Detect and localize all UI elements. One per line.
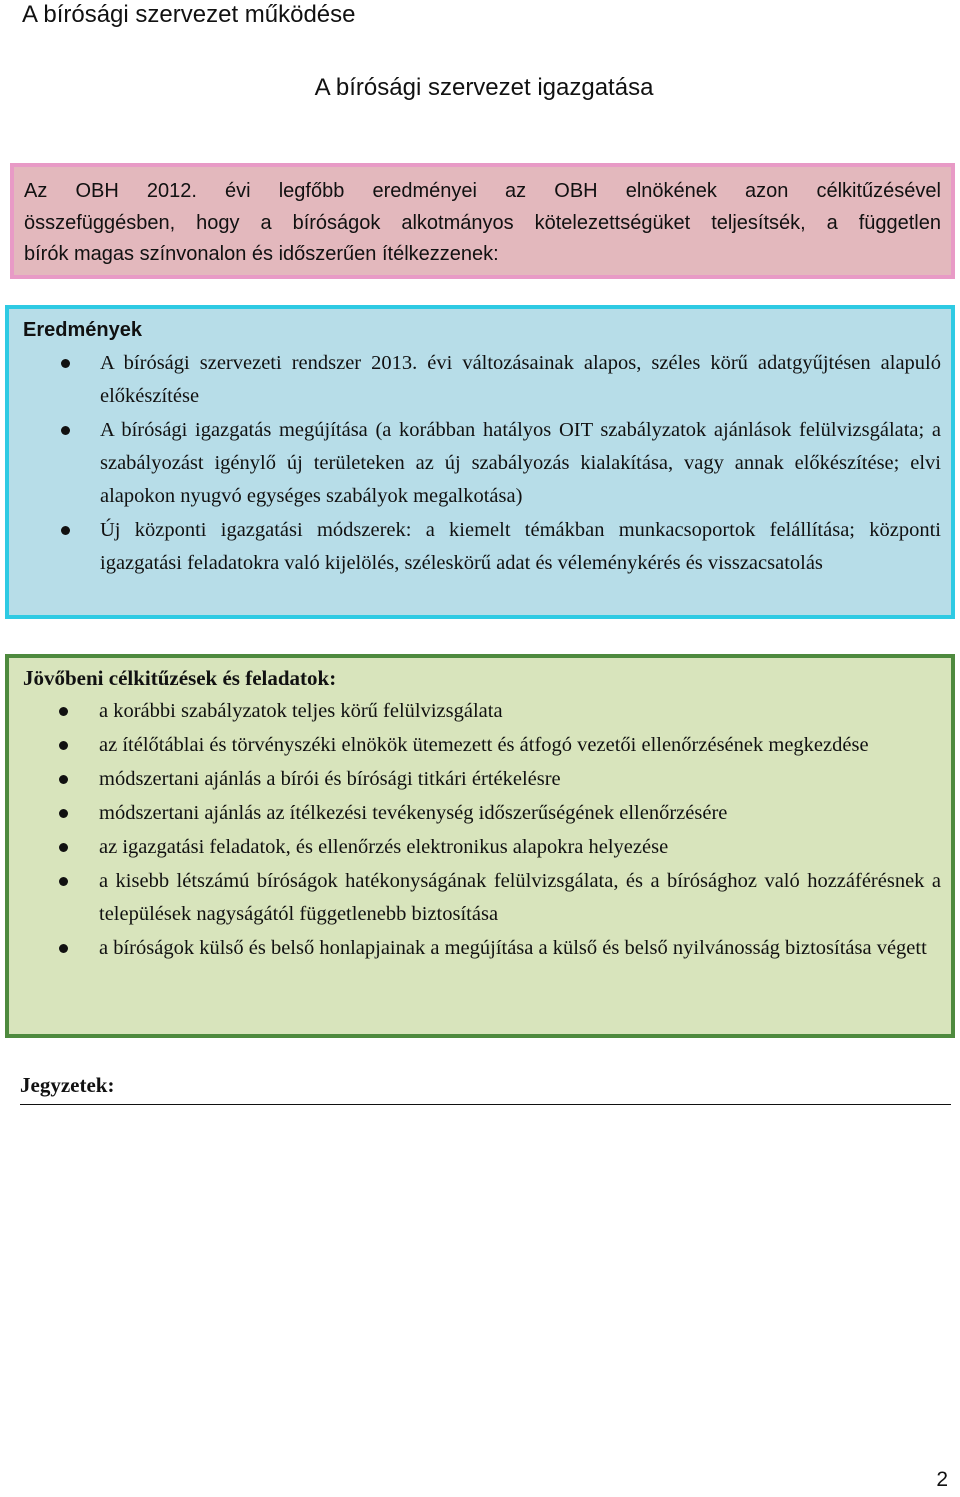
bullet-icon xyxy=(61,426,70,435)
list-item xyxy=(23,347,941,413)
bullet-icon xyxy=(59,809,68,818)
notes-heading: Jegyzetek: xyxy=(20,1073,115,1097)
list-item xyxy=(23,414,941,513)
list-item-text: módszertani ajánlás a bírói és bírósági titkári értékelésre xyxy=(99,768,561,790)
list-item-text: Új központi igazgatási módszerek: a kiemelt témákban munkacsoportok felállítása; központi igazgatási feladatokra való kijelölés, széleskörű adat és véleménykérés és visszacsatolás xyxy=(100,519,941,574)
list-item xyxy=(23,763,941,796)
bullet-icon xyxy=(59,944,68,953)
intro-line: összefüggésben, hogy a bíróságok alkotmányos kötelezettségüket teljesítsék, a független xyxy=(24,211,941,234)
intro-line: bírók magas színvonalon és időszerűen ítélkezzenek: xyxy=(24,243,499,265)
notes-divider xyxy=(20,1104,951,1105)
list-item xyxy=(23,932,941,965)
list-item xyxy=(23,695,941,728)
future-list xyxy=(23,695,941,965)
results-list xyxy=(23,347,941,580)
bullet-icon xyxy=(61,526,70,535)
intro-box xyxy=(10,163,955,279)
list-item-text: az igazgatási feladatok, és ellenőrzés elektronikus alapokra helyezése xyxy=(99,836,669,858)
list-item xyxy=(23,729,941,762)
list-item xyxy=(23,797,941,830)
bullet-icon xyxy=(59,741,68,750)
future-heading: Jövőbeni célkitűzések és feladatok: xyxy=(23,666,337,690)
list-item-text: A bírósági szervezeti rendszer 2013. évi változásainak alapos, széles körű adatgyűjtésen alapuló előkészítése xyxy=(100,352,941,407)
list-item xyxy=(23,865,941,931)
results-heading: Eredmények xyxy=(23,319,142,341)
bullet-icon xyxy=(59,877,68,886)
list-item xyxy=(23,831,941,864)
results-box xyxy=(5,305,955,619)
bullet-icon xyxy=(59,707,68,716)
page-number: 2 xyxy=(936,1468,948,1491)
list-item-text: a kisebb létszámú bíróságok hatékonyságának felülvizsgálata, és a bírósághoz való hozzáférésnek a települések nagyságától függetlenebb biztosítása xyxy=(99,870,941,925)
list-item-text: a bíróságok külső és belső honlapjainak a megújítása a külső és belső nyilvánosság biztosítása végett xyxy=(99,937,927,959)
list-item-text: módszertani ajánlás az ítélkezési tevékenység időszerűségének ellenőrzésére xyxy=(99,802,728,824)
section-title: A bírósági szervezet igazgatása xyxy=(314,74,654,101)
future-box xyxy=(5,654,955,1038)
intro-line: Az OBH 2012. évi legfőbb eredményei az OBH elnökének azon célkitűzésével xyxy=(24,180,941,202)
bullet-icon xyxy=(59,843,68,852)
list-item-text: az ítélőtáblai és törvényszéki elnökök ütemezett és átfogó vezetői ellenőrzésének megkezdése xyxy=(99,734,869,756)
bullet-icon xyxy=(61,359,70,368)
bullet-icon xyxy=(59,775,68,784)
list-item xyxy=(23,514,941,580)
list-item-text: A bírósági igazgatás megújítása (a korábban hatályos OIT szabályzatok ajánlások felülvizsgálata; a szabályozást igénylő új területeken az új szabályozás kialakítása, vagy annak előkészítése; elvi alapokon nyugvó egységes szabályok megalkotása) xyxy=(100,419,941,507)
document-title: A bírósági szervezet működése xyxy=(22,1,356,28)
list-item-text: a korábbi szabályzatok teljes körű felülvizsgálata xyxy=(99,700,503,722)
